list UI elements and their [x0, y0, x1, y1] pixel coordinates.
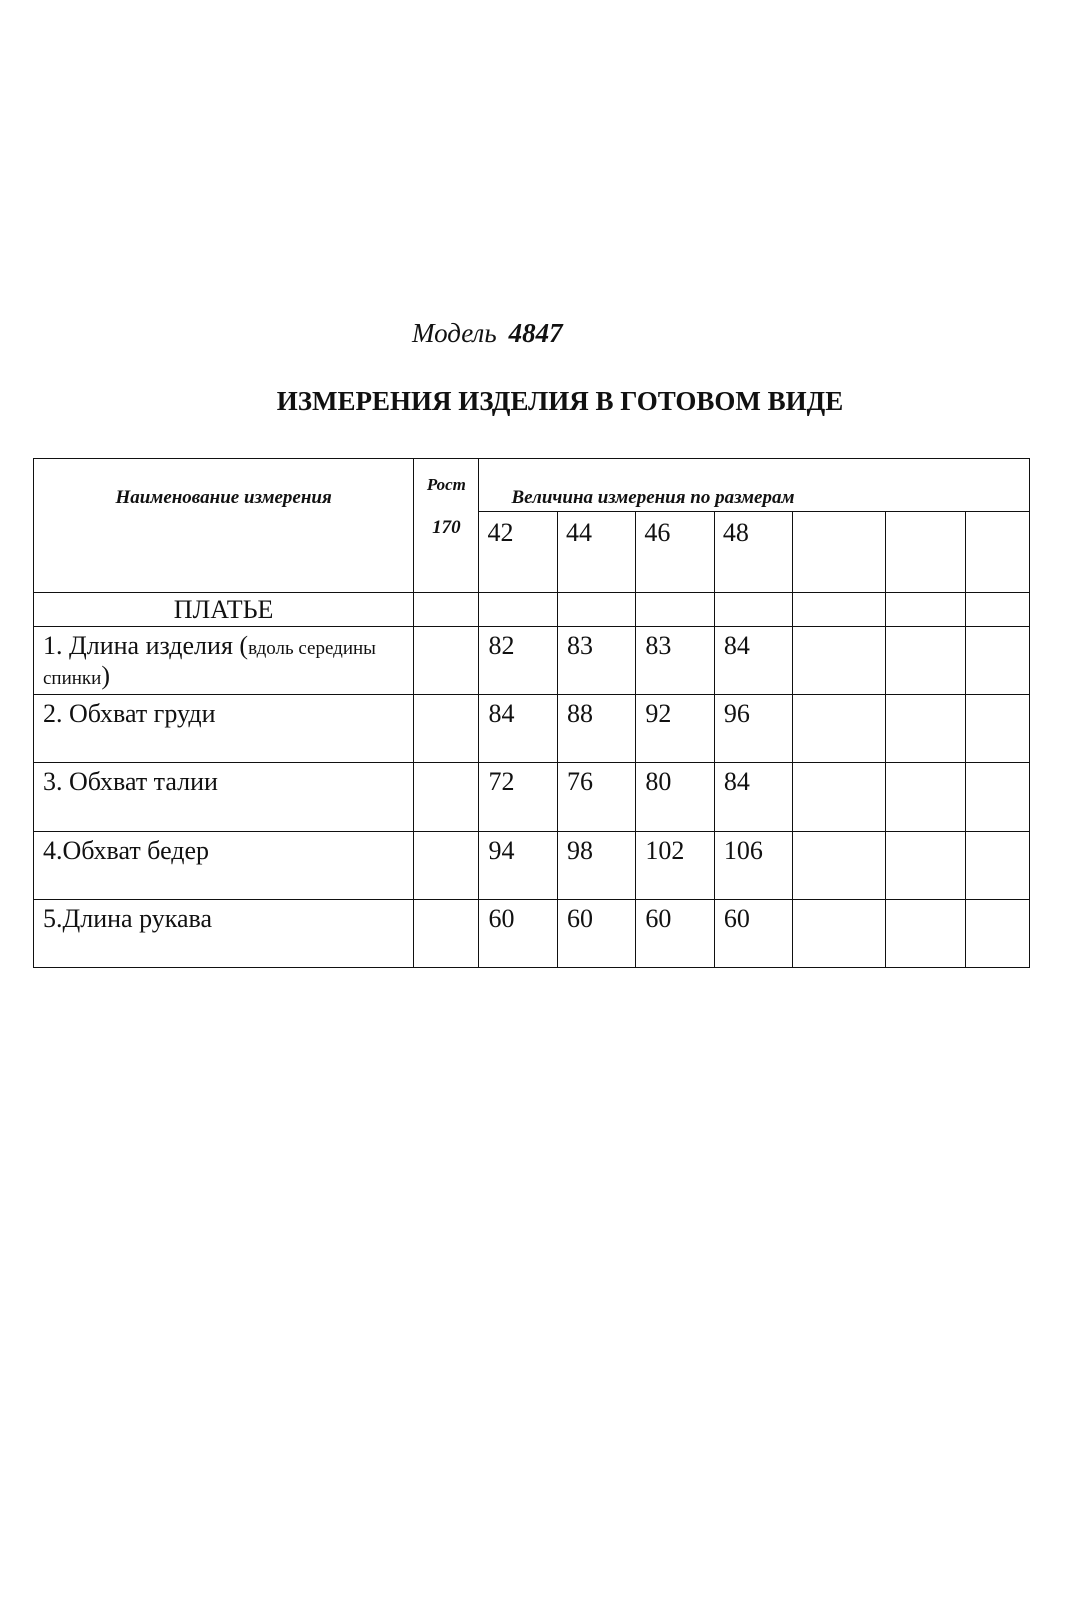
- empty-cell: [793, 593, 886, 627]
- value-cell: 83: [636, 627, 714, 695]
- height-cell: [414, 695, 479, 763]
- table-row: [34, 627, 1030, 695]
- value-cell: 72: [479, 763, 557, 832]
- size-cell: [793, 512, 886, 593]
- value-cell: 106: [714, 832, 792, 900]
- value-cell: 82: [479, 627, 557, 695]
- value-cell: [793, 695, 886, 763]
- empty-cell: [714, 593, 792, 627]
- label-main: 1. Длина изделия (: [43, 631, 249, 660]
- value-cell: 98: [557, 832, 635, 900]
- empty-cell: [557, 593, 635, 627]
- value-cell: 96: [714, 695, 792, 763]
- size-cell: 44: [557, 512, 635, 593]
- value-cell: [965, 695, 1029, 763]
- empty-cell: [636, 593, 714, 627]
- value-cell: [965, 763, 1029, 832]
- header-measurement-name: Наименование измерения: [34, 459, 414, 593]
- empty-cell: [479, 593, 557, 627]
- value-cell: [886, 900, 966, 968]
- value-cell: [886, 832, 966, 900]
- value-cell: [965, 832, 1029, 900]
- header-size-values: Величина измерения по размерам: [479, 459, 1030, 512]
- table-row: [34, 763, 1030, 832]
- label-end: ): [101, 660, 111, 690]
- value-cell: 80: [636, 763, 714, 832]
- size-cell: [965, 512, 1029, 593]
- measurement-label: 5.Длина рукава: [34, 900, 414, 968]
- value-cell: [965, 900, 1029, 968]
- value-cell: [886, 695, 966, 763]
- height-cell: [414, 627, 479, 695]
- value-cell: [793, 832, 886, 900]
- measurement-label: 4.Обхват бедер: [34, 832, 414, 900]
- height-cell: [414, 832, 479, 900]
- value-cell: [793, 763, 886, 832]
- measurements-table: [33, 458, 1030, 968]
- empty-cell: [414, 593, 479, 627]
- header-height-value: 170: [432, 516, 461, 538]
- value-cell: 60: [636, 900, 714, 968]
- measurement-label: [34, 627, 414, 695]
- value-cell: [965, 627, 1029, 695]
- value-cell: 84: [479, 695, 557, 763]
- size-cell: 48: [714, 512, 792, 593]
- measurement-label: 3. Обхват талии: [34, 763, 414, 832]
- size-cell: [886, 512, 966, 593]
- document-title: ИЗМЕРЕНИЯ ИЗДЕЛИЯ В ГОТОВОМ ВИДЕ: [276, 386, 844, 416]
- section-title: ПЛАТЬЕ: [34, 593, 414, 627]
- value-cell: 60: [479, 900, 557, 968]
- value-cell: 60: [714, 900, 792, 968]
- value-cell: [793, 627, 886, 695]
- empty-cell: [965, 593, 1029, 627]
- size-cell: 46: [636, 512, 714, 593]
- height-cell: [414, 763, 479, 832]
- value-cell: 60: [557, 900, 635, 968]
- label-note: вдоль середины спинки: [43, 638, 376, 689]
- section-row: [34, 593, 1030, 627]
- value-cell: 94: [479, 832, 557, 900]
- measurement-label: 2. Обхват груди: [34, 695, 414, 763]
- value-cell: 92: [636, 695, 714, 763]
- size-cell: 42: [479, 512, 557, 593]
- value-cell: 84: [714, 763, 792, 832]
- model-line: [412, 318, 563, 349]
- value-cell: [793, 900, 886, 968]
- table-row: [34, 695, 1030, 763]
- value-cell: 83: [557, 627, 635, 695]
- value-cell: 102: [636, 832, 714, 900]
- header-height: [414, 459, 479, 593]
- model-number: 4847: [508, 318, 563, 348]
- table-row: [34, 832, 1030, 900]
- value-cell: [886, 627, 966, 695]
- header-height-label: Рост: [426, 475, 466, 494]
- model-label: Модель: [412, 318, 497, 348]
- height-cell: [414, 900, 479, 968]
- table-row: [34, 900, 1030, 968]
- value-cell: 88: [557, 695, 635, 763]
- empty-cell: [886, 593, 966, 627]
- value-cell: [886, 763, 966, 832]
- value-cell: 84: [714, 627, 792, 695]
- value-cell: 76: [557, 763, 635, 832]
